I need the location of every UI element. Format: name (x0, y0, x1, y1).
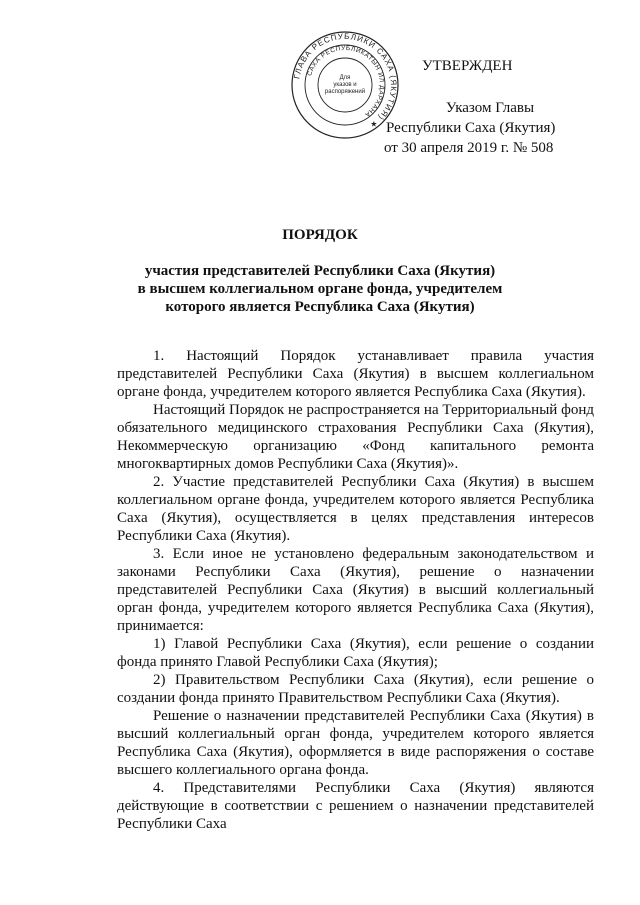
paragraph-3: 3. Если иное не установлено федеральным законодательством и законами Республики Саха (Якутия), решение о назначении представителей Республики Саха (Якутия) в высший коллегиальный орган фонда, учредителем которого является Республика Саха (Якутия), принимается: (117, 546, 594, 634)
svg-text:САХА РЕСПУБЛИКАТЫН ИЛ ДАРХАНА: САХА РЕСПУБЛИКАТЫН ИЛ ДАРХАНА (306, 44, 386, 119)
paragraph-3-item-1: 1) Главой Республики Саха (Якутия), если решение о создании фонда принято Главой Республики Саха (Якутия); (117, 636, 594, 670)
subtitle-line: участия представителей Республики Саха (Якутия) (144, 263, 496, 279)
svg-text:Для: Для (339, 75, 351, 81)
paragraph-3-item-2: 2) Правительством Республики Саха (Якутия), если решение о создании фонда принято Правительством Республики Саха (Якутия). (117, 672, 594, 706)
svg-text:указов и: указов и (333, 82, 357, 88)
paragraph-1-note: Настоящий Порядок не распространяется на Территориальный фонд обязательного медицинского страхования Республики Саха (Якутия), Некоммерческую организацию «Фонд капитального ремонта многоквартирных домов Республики Саха (Якутия)». (117, 402, 594, 472)
approval-line-1: Указом Главы (445, 100, 535, 116)
subtitle-line: в высшем коллегиальном органе фонда, учредителем (137, 281, 503, 297)
paragraph-2: 2. Участие представителей Республики Саха (Якутия) в высшем коллегиальном органе фонда, учредителем которого является Республика Саха (Якутия), осуществляется в целях представления интересов Республики Саха (Якутия). (117, 474, 594, 544)
approval-block (380, 56, 600, 158)
approval-line-2: Республики Саха (Якутия) (386, 120, 556, 136)
subtitle-line: которого является Республика Саха (Якутия) (165, 299, 475, 315)
paragraph-1: 1. Настоящий Порядок устанавливает правила участия представителей Республики Саха (Якутия) в высшем коллегиальном органе фонда, учредителем которого является Республика Саха (Якутия). (117, 348, 594, 400)
document-body (117, 347, 594, 833)
paragraph-3-note: Решение о назначении представителей Республики Саха (Якутия) в высший коллегиальный орган фонда, учредителем которого является Республика Саха (Якутия), оформляется в виде распоряжения о составе высшего коллегиального органа фонда. (117, 708, 594, 778)
approval-line-3: от 30 апреля 2019 г. № 508 (384, 140, 554, 156)
document-title: ПОРЯДОК (282, 227, 358, 243)
svg-text:ГЛАВА РЕСПУБЛИКИ САХА (ЯКУТИЯ): ГЛАВА РЕСПУБЛИКИ САХА (ЯКУТИЯ) ★ (292, 31, 399, 131)
svg-text:распоряжений: распоряжений (324, 89, 366, 95)
approval-heading: УТВЕРЖДЕН (422, 58, 513, 74)
document-subtitle (100, 262, 540, 316)
paragraph-4: 4. Представителями Республики Саха (Якутия) являются действующие в соответствии с решением о назначении представителей Республики Саха (117, 780, 594, 832)
